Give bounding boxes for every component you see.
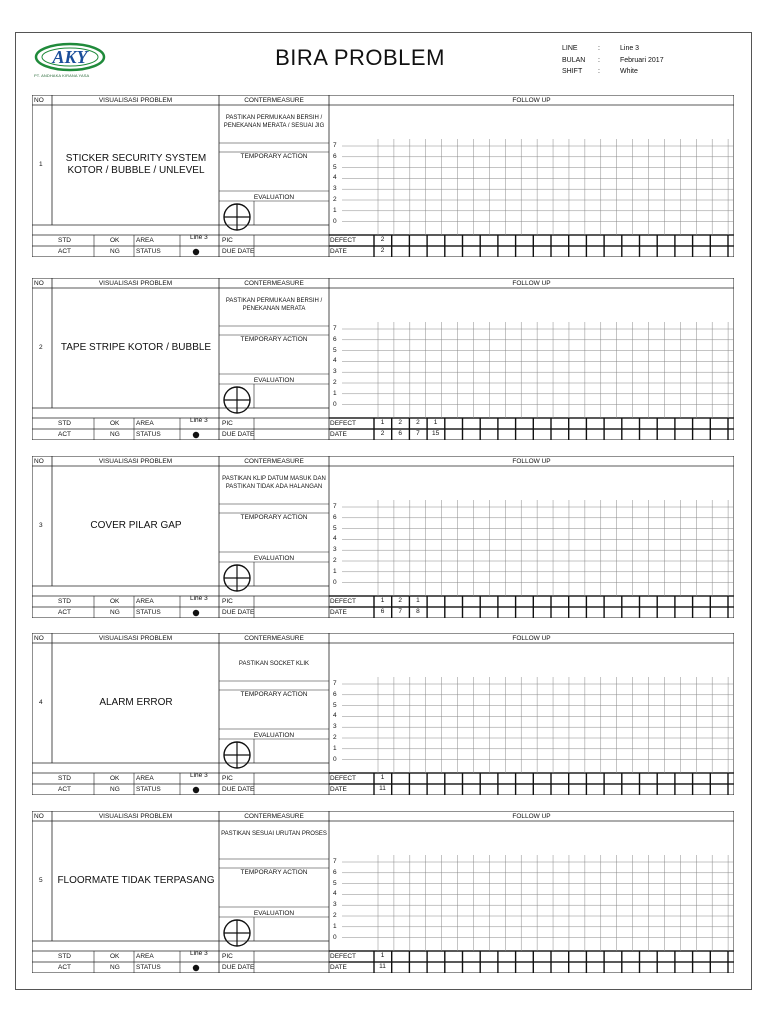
ng-label: NG xyxy=(110,248,120,255)
header-countermeasure: CONTERMEASURE xyxy=(244,280,304,287)
y-axis-tick: 3 xyxy=(333,546,337,554)
y-axis-tick: 3 xyxy=(333,185,337,193)
area-label: AREA xyxy=(136,775,154,782)
date-value: 7 xyxy=(398,608,402,615)
svg-text:AKY: AKY xyxy=(52,47,88,67)
problem-number: 5 xyxy=(39,877,43,884)
date-value: 6 xyxy=(398,430,402,437)
act-label: ACT xyxy=(58,609,71,616)
header-no: NO xyxy=(34,813,44,820)
y-axis-tick: 0 xyxy=(333,933,337,941)
y-axis-tick: 4 xyxy=(333,535,337,543)
countermeasure-text: PASTIKAN SESUAI URUTAN PROSES xyxy=(221,831,327,837)
y-axis-tick: 1 xyxy=(333,567,337,575)
y-axis-tick: 5 xyxy=(333,879,337,887)
area-value: Line 3 xyxy=(190,772,208,779)
problem-title: ALARM ERROR xyxy=(99,697,173,708)
pic-label: PIC xyxy=(222,598,233,605)
act-label: ACT xyxy=(58,786,71,793)
date-value: 6 xyxy=(380,608,385,615)
pic-label: PIC xyxy=(222,237,233,244)
evaluation-label: EVALUATION xyxy=(253,377,295,384)
std-label: STD xyxy=(58,598,71,605)
temporary-action-label: TEMPORARY ACTION xyxy=(240,514,308,521)
defect-label: DEFECT xyxy=(330,953,356,960)
due-date-label: DUE DATE xyxy=(222,248,255,255)
std-label: STD xyxy=(58,237,71,244)
y-axis-tick: 5 xyxy=(333,701,337,709)
header-follow-up: FOLLOW UP xyxy=(512,813,551,820)
temporary-action-label: TEMPORARY ACTION xyxy=(240,336,308,343)
defect-value: 1 xyxy=(380,597,385,604)
status-label: STATUS xyxy=(136,786,161,793)
header-follow-up: FOLLOW UP xyxy=(512,458,551,465)
ok-label: OK xyxy=(110,953,120,960)
countermeasure-text: PASTIKAN PERMUKAAN BERSIH / PENEKANAN MERATA / SESUAI JIG xyxy=(223,115,325,129)
header-countermeasure: CONTERMEASURE xyxy=(244,97,304,104)
y-axis-tick: 4 xyxy=(333,174,337,182)
defect-value: 1 xyxy=(433,419,438,426)
pic-label: PIC xyxy=(222,953,233,960)
area-label: AREA xyxy=(136,953,154,960)
header-countermeasure: CONTERMEASURE xyxy=(244,813,304,820)
header-no: NO xyxy=(34,635,44,642)
std-label: STD xyxy=(58,775,71,782)
problem-block xyxy=(32,278,734,440)
y-axis-tick: 7 xyxy=(333,680,337,687)
y-axis-tick: 7 xyxy=(333,142,337,149)
y-axis-tick: 1 xyxy=(333,744,337,752)
date-value: 11 xyxy=(379,963,386,970)
header-visual: VISUALISASI PROBLEM xyxy=(98,635,173,642)
defect-value: 2 xyxy=(398,597,402,604)
meta-value: Line 3 xyxy=(620,45,640,52)
problem-title: TAPE STRIPE KOTOR / BUBBLE xyxy=(60,342,212,353)
header-countermeasure: CONTERMEASURE xyxy=(244,458,304,465)
pic-label: PIC xyxy=(222,775,233,782)
due-date-label: DUE DATE xyxy=(222,609,255,616)
defect-label: DEFECT xyxy=(330,420,356,427)
area-value: Line 3 xyxy=(190,417,208,424)
date-value: 7 xyxy=(416,430,420,437)
act-label: ACT xyxy=(58,248,71,255)
header-follow-up: FOLLOW UP xyxy=(512,97,551,104)
area-value: Line 3 xyxy=(190,234,208,241)
defect-value: 1 xyxy=(416,597,420,604)
defect-value: 2 xyxy=(398,419,402,426)
y-axis-tick: 2 xyxy=(333,379,337,386)
y-axis-tick: 6 xyxy=(333,690,337,698)
aky-logo xyxy=(34,41,106,73)
problem-title: COVER PILAR GAP xyxy=(90,520,182,531)
problem-number: 4 xyxy=(39,699,43,706)
date-label: DATE xyxy=(330,248,347,255)
y-axis-tick: 6 xyxy=(333,152,337,160)
meta-key: BULAN xyxy=(562,56,586,64)
ok-label: OK xyxy=(110,775,120,782)
y-axis-tick: 4 xyxy=(333,712,337,720)
temporary-action-label: TEMPORARY ACTION xyxy=(240,869,308,876)
area-label: AREA xyxy=(136,237,154,244)
y-axis-tick: 7 xyxy=(333,858,337,865)
problem-grid xyxy=(32,278,734,440)
header-follow-up: FOLLOW UP xyxy=(512,635,551,642)
y-axis-tick: 5 xyxy=(333,346,337,354)
date-value: 2 xyxy=(380,430,385,437)
header-no: NO xyxy=(34,458,44,465)
evaluation-label: EVALUATION xyxy=(253,732,295,739)
defect-value: 1 xyxy=(380,952,385,959)
y-axis-tick: 0 xyxy=(333,400,337,408)
date-label: DATE xyxy=(330,964,347,971)
ok-label: OK xyxy=(110,420,120,427)
defect-value: 1 xyxy=(380,774,385,781)
date-value: 8 xyxy=(416,608,420,615)
y-axis-tick: 0 xyxy=(333,217,337,225)
problem-number: 3 xyxy=(39,522,43,529)
meta-info xyxy=(562,43,664,78)
meta-key: LINE xyxy=(562,45,578,52)
evaluation-label: EVALUATION xyxy=(253,555,295,562)
problem-title: STICKER SECURITY SYSTEM KOTOR / BUBBLE / UNLEVEL xyxy=(65,153,207,176)
defect-value: 1 xyxy=(380,419,385,426)
status-label: STATUS xyxy=(136,248,161,255)
ng-label: NG xyxy=(110,431,120,438)
header-follow-up: FOLLOW UP xyxy=(512,280,551,287)
defect-label: DEFECT xyxy=(330,598,356,605)
act-label: ACT xyxy=(58,431,71,438)
header-countermeasure: CONTERMEASURE xyxy=(244,635,304,642)
y-axis-tick: 1 xyxy=(333,206,337,214)
due-date-label: DUE DATE xyxy=(222,964,255,971)
problem-number: 2 xyxy=(39,344,43,351)
y-axis-tick: 3 xyxy=(333,901,337,909)
meta-row xyxy=(562,43,664,55)
temporary-action-label: TEMPORARY ACTION xyxy=(240,153,308,160)
date-value: 11 xyxy=(379,785,386,792)
date-value: 15 xyxy=(431,430,440,437)
y-axis-tick: 3 xyxy=(333,723,337,731)
area-label: AREA xyxy=(136,598,154,605)
y-axis-tick: 4 xyxy=(333,357,337,365)
std-label: STD xyxy=(58,953,71,960)
y-axis-tick: 2 xyxy=(333,557,337,564)
document-title: BIRA PROBLEM xyxy=(275,45,445,70)
problem-block xyxy=(32,811,734,973)
header-no: NO xyxy=(34,97,44,104)
header-no: NO xyxy=(34,280,44,287)
area-value: Line 3 xyxy=(190,950,208,957)
evaluation-label: EVALUATION xyxy=(253,910,295,917)
problem-block xyxy=(32,95,734,257)
problem-grid xyxy=(32,633,734,795)
date-label: DATE xyxy=(330,609,347,616)
pic-label: PIC xyxy=(222,420,233,427)
y-axis-tick: 2 xyxy=(333,734,337,741)
due-date-label: DUE DATE xyxy=(222,786,255,793)
y-axis-tick: 5 xyxy=(333,524,337,532)
meta-key: SHIFT xyxy=(562,68,583,75)
meta-sep: : xyxy=(598,56,600,64)
date-label: DATE xyxy=(330,431,347,438)
y-axis-tick: 0 xyxy=(333,755,337,763)
y-axis-tick: 5 xyxy=(333,163,337,171)
date-value: 2 xyxy=(380,247,385,254)
header-visual: VISUALISASI PROBLEM xyxy=(98,97,173,104)
y-axis-tick: 3 xyxy=(333,368,337,376)
status-label: STATUS xyxy=(136,964,161,971)
meta-value: Februari 2017 xyxy=(620,56,664,64)
y-axis-tick: 6 xyxy=(333,513,337,521)
problem-grid xyxy=(32,811,734,973)
problem-grid xyxy=(32,456,734,618)
y-axis-tick: 0 xyxy=(333,578,337,586)
defect-label: DEFECT xyxy=(330,775,356,782)
countermeasure-text: PASTIKAN KLIP DATUM MASUK DAN PASTIKAN TIDAK ADA HALANGAN xyxy=(222,476,326,490)
y-axis-tick: 6 xyxy=(333,335,337,343)
meta-sep: : xyxy=(598,68,600,75)
company-name: PT. ANDHAKA KIRANA YASA xyxy=(34,73,90,78)
status-label: STATUS xyxy=(136,431,161,438)
area-label: AREA xyxy=(136,420,154,427)
ng-label: NG xyxy=(110,964,120,971)
ng-label: NG xyxy=(110,609,120,616)
evaluation-label: EVALUATION xyxy=(253,194,295,201)
defect-value: 2 xyxy=(380,236,385,243)
ok-label: OK xyxy=(110,237,120,244)
due-date-label: DUE DATE xyxy=(222,431,255,438)
ok-label: OK xyxy=(110,598,120,605)
problem-title: FLOORMATE TIDAK TERPASANG xyxy=(57,875,215,886)
y-axis-tick: 7 xyxy=(333,503,337,510)
defect-label: DEFECT xyxy=(330,237,356,244)
act-label: ACT xyxy=(58,964,71,971)
header-visual: VISUALISASI PROBLEM xyxy=(98,813,173,820)
ng-label: NG xyxy=(110,786,120,793)
meta-sep: : xyxy=(598,45,600,52)
date-label: DATE xyxy=(330,786,347,793)
problem-number: 1 xyxy=(39,161,43,168)
area-value: Line 3 xyxy=(190,595,208,602)
countermeasure-text: PASTIKAN PERMUKAAN BERSIH / PENEKANAN MERATA xyxy=(225,298,323,312)
y-axis-tick: 1 xyxy=(333,922,337,930)
temporary-action-label: TEMPORARY ACTION xyxy=(240,691,308,698)
header-visual: VISUALISASI PROBLEM xyxy=(98,280,173,287)
problem-block xyxy=(32,456,734,618)
status-label: STATUS xyxy=(136,609,161,616)
y-axis-tick: 6 xyxy=(333,868,337,876)
countermeasure-text: PASTIKAN SOCKET KLIK xyxy=(238,661,310,667)
y-axis-tick: 7 xyxy=(333,325,337,332)
meta-value: White xyxy=(620,68,638,75)
std-label: STD xyxy=(58,420,71,427)
y-axis-tick: 2 xyxy=(333,196,337,203)
y-axis-tick: 4 xyxy=(333,890,337,898)
meta-row xyxy=(562,55,664,67)
y-axis-tick: 2 xyxy=(333,912,337,919)
problem-block xyxy=(32,633,734,795)
y-axis-tick: 1 xyxy=(333,389,337,397)
header-visual: VISUALISASI PROBLEM xyxy=(98,458,173,465)
defect-value: 2 xyxy=(416,419,420,426)
meta-row xyxy=(562,66,664,78)
